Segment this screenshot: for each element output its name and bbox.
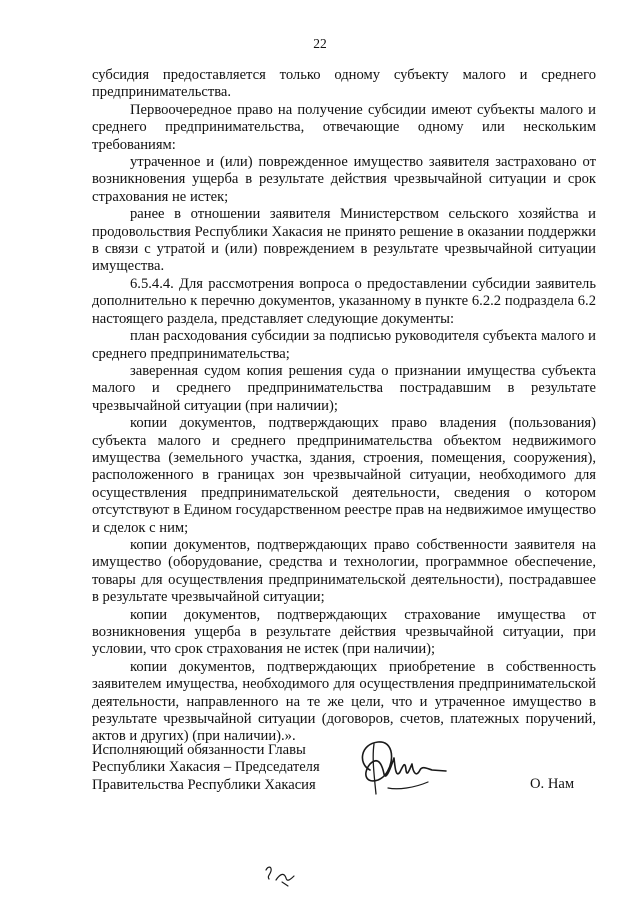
signatory-title-line: Правительства Республики Хакасия xyxy=(92,776,316,793)
paragraph: 6.5.4.4. Для рассмотрения вопроса о предоставлении субсидии заявитель дополнительно к перечню документов, указанному в пункте 6.2.2 подраздела 6.2 настоящего раздела, представляет следующие документы: xyxy=(92,275,596,327)
paragraph: Первоочередное право на получение субсидии имеют субъекты малого и среднего предпринимательства, отвечающие одному или нескольким требованиям: xyxy=(92,101,596,153)
paragraph: копии документов, подтверждающих приобретение в собственность заявителем имущества, необходимого для осуществления предпринимательской деятельности, направленного на те же цели, что и утраченное имущество в результате чрезвычайной ситуации (договоров, счетов, платежных поручений, актов и других) (при наличии).». xyxy=(92,658,596,745)
paragraph: копии документов, подтверждающих право собственности заявителя на имущество (оборудование, средства и технологии, программное обеспечение, товары для осуществления предпринимательской деятельности), пострадавшее в результате чрезвычайной ситуации; xyxy=(92,536,596,606)
signatory-title xyxy=(92,742,352,794)
signatory-title-line: Исполняющий обязанности Главы xyxy=(92,742,306,758)
page-number: 22 xyxy=(313,36,327,51)
paragraph: план расходования субсидии за подписью руководителя субъекта малого и среднего предпринимательства; xyxy=(92,328,596,362)
paragraph: ранее в отношении заявителя Министерством сельского хозяйства и продовольствия Республики Хакасия не принято решение в оказании поддержки в связи с утратой и (или) повреждением в результате чрезвычайной ситуации имущества. xyxy=(92,206,596,275)
paragraph: заверенная судом копия решения суда о признании имущества субъекта малого и среднего предпринимательства пострадавшим в результате чрезвычайной ситуации (при наличии); xyxy=(92,362,596,414)
paragraph: копии документов, подтверждающих право владения (пользования) субъекта малого и среднего предпринимательства объектом недвижимого имущества (земельного участка, здания, строения, помещения, сооружения), расположенного в границах зон чрезвычайной ситуации, необходимого для осуществления предпринимательской деятельности, сведения о котором отсутствуют в Едином государственном реестре прав на недвижимое имущество и сделок с ним; xyxy=(92,415,596,536)
handwritten-mark xyxy=(262,862,298,888)
document-body xyxy=(92,67,596,746)
paragraph: субсидия предоставляется только одному субъекту малого и среднего предпринимательства. xyxy=(92,67,596,101)
paragraph: утраченное и (или) поврежденное имущество заявителя застраховано от возникновения ущерба в результате действия чрезвычайной ситуации и срок страхования не истек; xyxy=(92,154,596,205)
signatory-title-line: Республики Хакасия – Председателя xyxy=(92,759,320,776)
signer-name: О. Нам xyxy=(530,776,575,792)
paragraph: копии документов, подтверждающих страхование имущества от возникновения ущерба в результате действия чрезвычайной ситуации, при условии, что срок страхования не истек (при наличии); xyxy=(92,606,596,658)
handwritten-signature xyxy=(348,734,448,802)
